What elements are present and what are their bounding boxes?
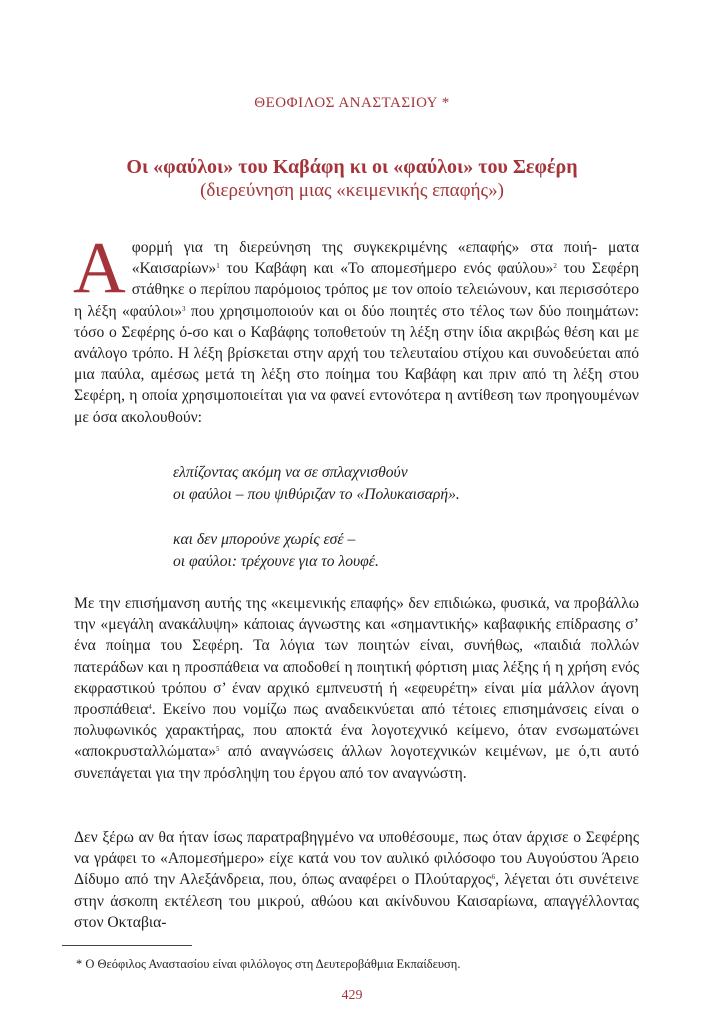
paragraph-2 xyxy=(74,593,639,784)
author-name: ΘΕΟΦΙΛΟΣ ΑΝΑΣΤΑΣΙΟΥ * xyxy=(254,95,450,111)
page-number: 429 xyxy=(341,988,363,1003)
footnote-ref-5: 5 xyxy=(216,745,220,754)
article-subtitle: (διερεύνηση μιας «κειμενικής επαφής») xyxy=(200,180,504,201)
footnote-ref-3: 3 xyxy=(182,304,186,313)
paragraph-3-text-b: , λέγεται ότι συνέτεινε στην άσκοπη εκτέλεση του μικρού, αθώου και ακίνδυνου Καισαρίωνα, απαγγέλλοντας στον Οκταβια- xyxy=(74,871,639,931)
paragraph-1-text-e: του Σεφέρη στάθηκε ο περίπου παρόμοιος τρόπος με τον οποίο τελειώνουν, και περισσότερο η λέξη «φαύλοι» xyxy=(74,260,639,320)
article-title: Οι «φαύλοι» του Καβάφη κι οι «φαύλοι» του Σεφέρη xyxy=(126,156,578,178)
paragraph-2-text-c: από αναγνώσεις άλλων λογοτεχνικών κειμένων, με ό,τι αυτό συνεπάγεται για την πρόσληψη του έργου από τον αναγνώστη. xyxy=(74,743,639,782)
poem-line: ελπίζοντας ακόμη να σε σπλαχνισθούν xyxy=(173,464,408,481)
poem-line: οι φαύλοι – που ψιθύριζαν το «Πολυκαισαρή». xyxy=(173,486,460,503)
footnote-ref-1: 1 xyxy=(216,262,220,271)
footnote-ref-4: 4 xyxy=(148,703,152,712)
footnote-divider xyxy=(62,945,192,946)
poem-excerpt-cavafy xyxy=(173,462,613,506)
footnote-ref-2: 2 xyxy=(553,262,557,271)
footnote-ref-6: 6 xyxy=(491,873,496,882)
poem-line: και δεν μπορούνε χωρίς εσέ – xyxy=(173,531,356,548)
paragraph-3-text-a: Δεν ξέρω αν θα ήταν ίσως παρατραβηγμένο να υποθέσουμε, πως όταν άρχισε ο Σεφέρης να γράφει το «Απομεσήμερο» είχε κατά νου τον αυλικό φιλόσοφο του Αυγούστου Άρειο Δίδυμο από την Αλεξάνδρεια, που, όπως αναφέρει ο Πλούταρχος xyxy=(74,829,639,889)
paragraph-1-text-b: ματα «Καισαρίων» xyxy=(131,239,639,278)
paragraph-1 xyxy=(73,227,639,428)
paragraph-3 xyxy=(74,827,639,933)
paragraph-1-text-c: του Καβάφη και «Το απομεσήμερο ενός xyxy=(219,260,491,278)
poem-line: οι φαύλοι: τρέχουνε για το λουφέ. xyxy=(173,553,379,570)
footnote: * Ο Θεόφιλος Αναστασίου είναι φιλόλογος στη Δευτεροβάθμια Εκπαίδευση. xyxy=(76,957,461,971)
paragraph-2-text-a: Με την επισήμανση αυτής της «κειμενικής επαφής» δεν επιδιώκω, φυσικά, να προβάλλω την «μεγάλη ανακάλυψη» κάποιας άγνωστης και «σημαντικής» καβαφικής επίδρασης σ’ ένα ποίημα του Σεφέρη. Τα λόγια των ποιητών είναι, συνήθως, «παιδιά πολλών πατεράδων και η προσπάθεια να αποδοθεί η ποιητική φόρτιση μιας λέξης ή η χρήση ενός εκφραστικού τρόπου σ’ έναν αρχικό εμπνευστή ή «εφευρέτη» είναι μία μάλλον άγονη προσπάθεια xyxy=(74,595,639,719)
drop-cap: Α xyxy=(73,227,126,308)
paragraph-1-text-a: φορμή για τη διερεύνηση της συγκεκριμένης «επαφής» στα ποιή- xyxy=(131,239,598,256)
poem-excerpt-seferis xyxy=(173,529,613,573)
paragraph-1-text-f: που χρησιμοποιούν και οι δύο ποιητές στο τέλος των δύο ποιημάτων: τόσο ο Σεφέρης ό-σο και ο Καβάφης τοποθετούν τη λέξη στην ίδια ακριβώς θέση και με ανάλογο τρόπο. Η λέξη βρίσκεται στην αρχή του τελευταίου στίχου και συνοδεύεται από μια παύλα, αμέσως μετά τη λέξη στο ποίημα του Καβάφη και πριν από τη λέξη στου Σεφέρη, η οποία χρησιμοποιείται για να φανεί εντονότερα η αντίθεση των προηγουμένων με όσα ακολουθούν: xyxy=(74,302,639,426)
paragraph-2-text-b: . Εκείνο που νομίζω πως αναδεικνύεται από τέτοιες επισημάνσεις είναι ο πολυφωνικός χαρακτήρας, που αποκτά ένα λογοτεχνικό κείμενο, όταν ενσωματώνει «αποκρυσταλλώματα» xyxy=(74,701,639,761)
paragraph-1-text-d: φαύλου» xyxy=(497,260,554,278)
